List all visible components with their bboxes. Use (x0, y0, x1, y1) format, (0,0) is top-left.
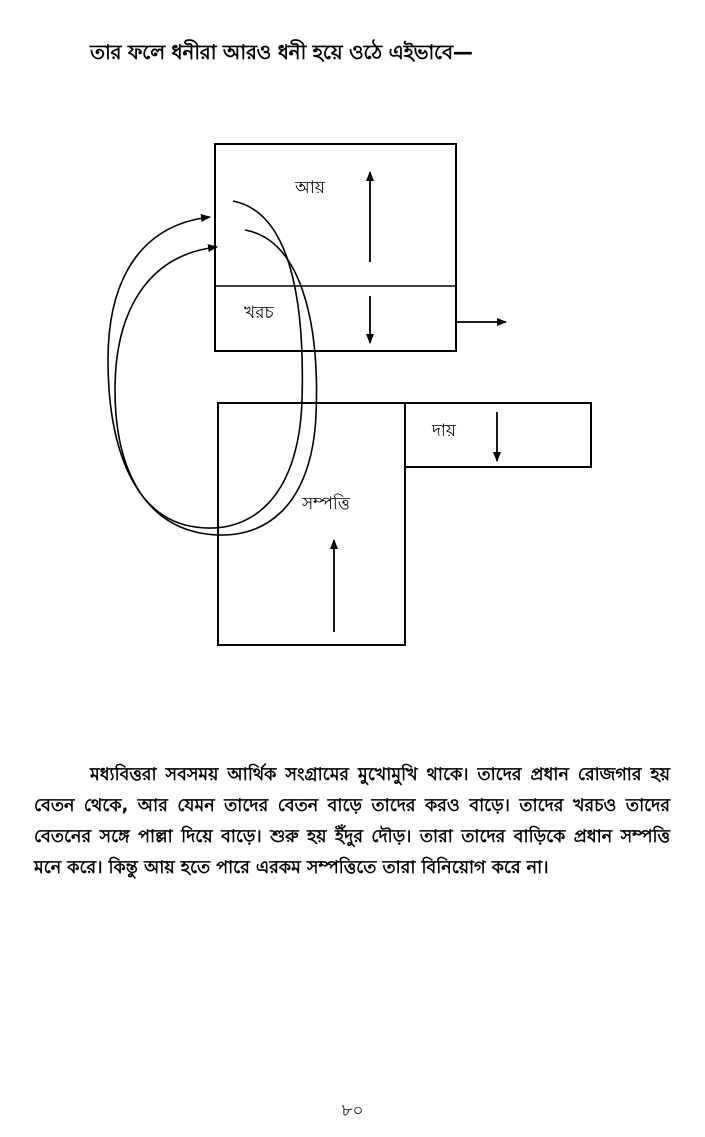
expense-label: খরচ (244, 303, 274, 323)
liability-label: দায় (432, 421, 456, 441)
page-number: ৮০ (341, 1101, 364, 1121)
income-label: আয় (295, 178, 325, 198)
body-paragraph: মধ্যবিত্তরা সবসময় আর্থিক সংগ্রামের মুখোমুখি থাকে। তাদের প্রধান রোজগার হয় বেতন থেকে, আর যেমন তাদের বেতন বাড়ে তাদের করও বাড়ে। তাদের খরচও তাদের বেতনের সঙ্গে পাল্লা দিয়ে বাড়ে। শুরু হয় ইঁদুর দৌড়। তারা তাদের বাড়িকে প্রধান সম্পত্তি মনে করে। কিন্তু আয় হতে পারে এরকম সম্পত্তিতে তারা বিনিয়োগ করে না। (34, 765, 670, 878)
page-heading: তার ফলে ধনীরা আরও ধনী হয়ে ওঠে এইভাবে— (90, 40, 473, 64)
asset-box (218, 403, 405, 645)
asset-label: সম্পত্তি (302, 494, 350, 514)
outer-cashflow-loop (108, 201, 302, 528)
